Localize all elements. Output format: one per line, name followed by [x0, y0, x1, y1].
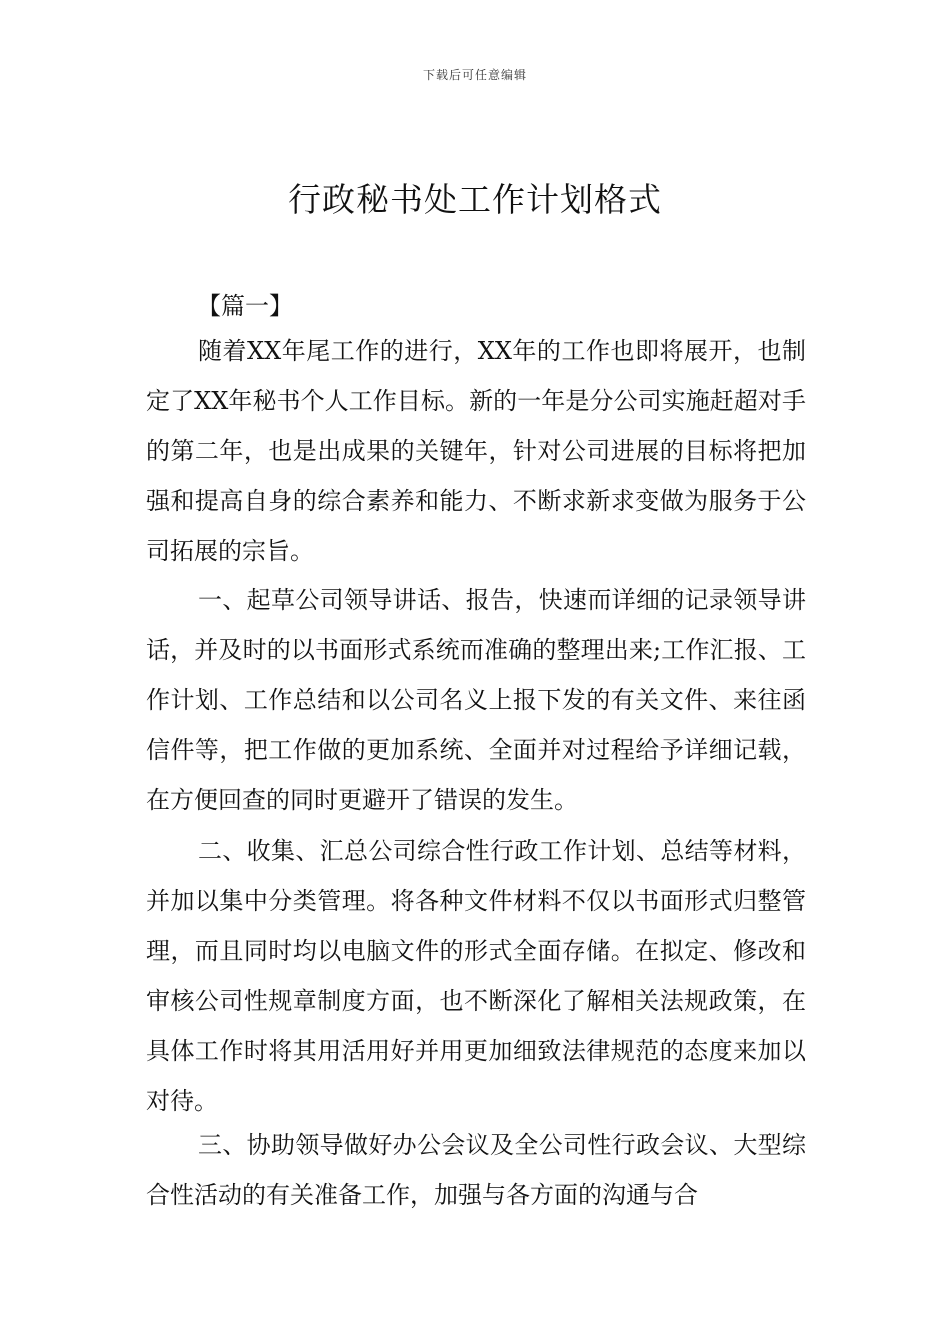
- section-label: 【篇一】: [197, 292, 293, 320]
- page-header-note: 下载后可任意编辑: [422, 68, 527, 82]
- paragraph-item-1: 一、起草公司领导讲话、报告，快速而详细的记录领导讲话，并及时的以书面形式系统而准确的整理出来;工作汇报、工作计划、工作总结和以公司名义上报下发的有关文件、来往函信件等，把工作做的更加系统、全面并对过程给予详细记载，在方便回查的同时更避开了错误的发生。: [146, 586, 806, 814]
- paragraph-intro: 随着XX年尾工作的进行，XX年的工作也即将展开，也制定了XX年秘书个人工作目标。新的一年是分公司实施赶超对手的第二年，也是出成果的关键年，针对公司进展的目标将把加强和提高自身的综合素养和能力、不断求新求变做为服务于公司拓展的宗旨。: [146, 337, 806, 565]
- document-title: 行政秘书处工作计划格式: [288, 180, 662, 219]
- paragraph-item-3: 三、协助领导做好办公会议及全公司性行政会议、大型综合性活动的有关准备工作，加强与各方面的沟通与合: [146, 1131, 806, 1209]
- paragraph-item-2: 二、收集、汇总公司综合性行政工作计划、总结等材料，并加以集中分类管理。将各种文件材料不仅以书面形式归整管理，而且同时均以电脑文件的形式全面存储。在拟定、修改和审核公司性规章制度方面，也不断深化了解相关法规政策，在具体工作时将其用活用好并用更加细致法律规范的态度来加以对待。: [146, 837, 806, 1115]
